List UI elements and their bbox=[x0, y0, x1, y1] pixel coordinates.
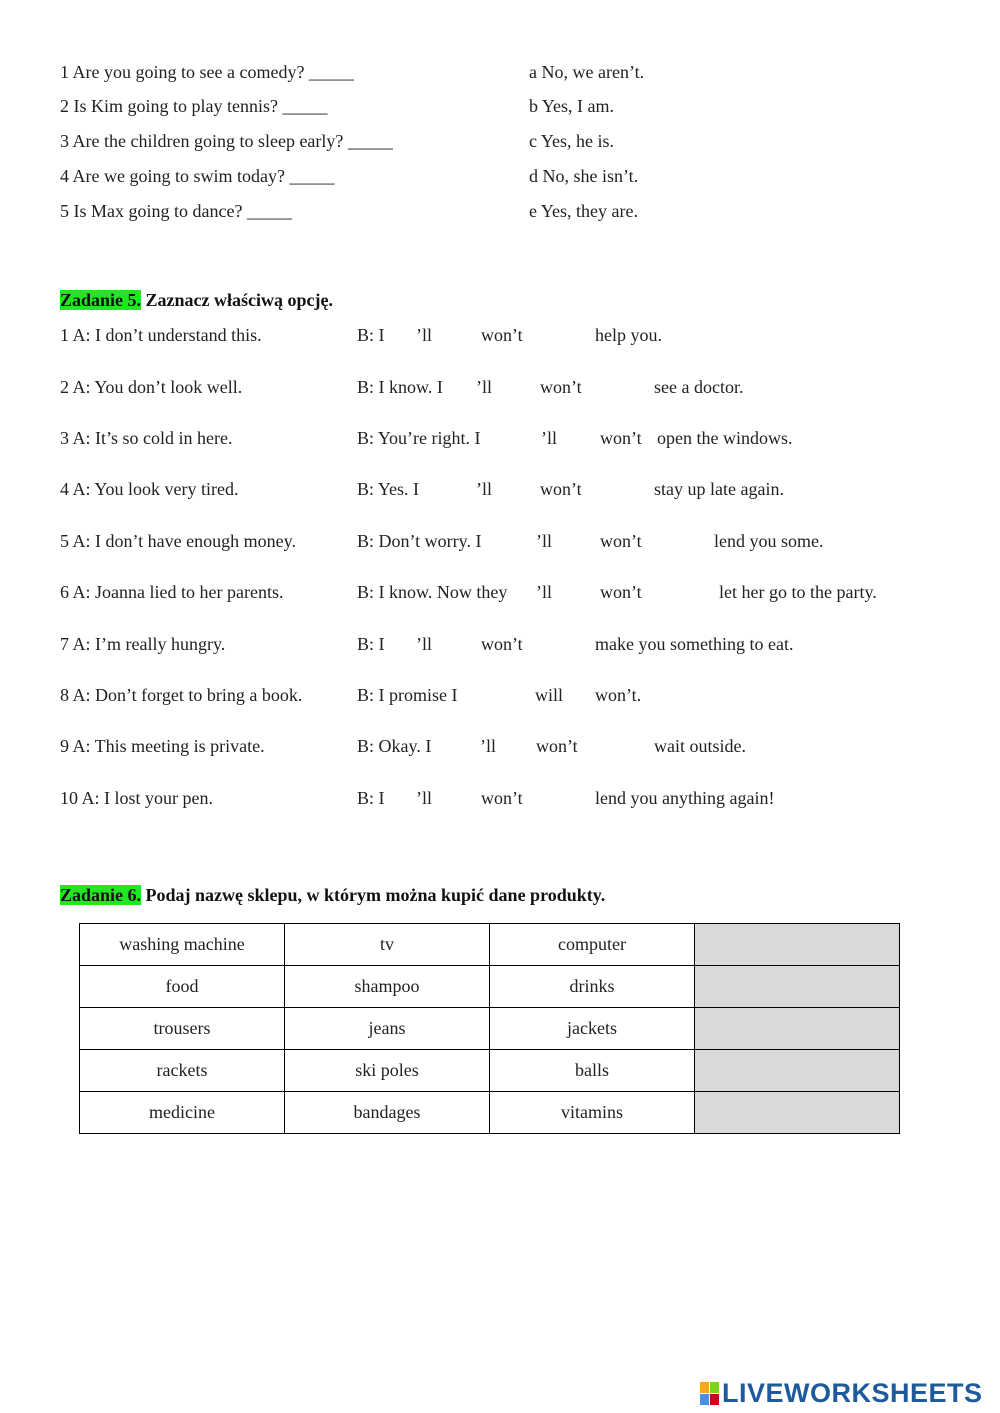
task6-label: Zadanie 6. bbox=[60, 885, 142, 905]
task5-row-4-option-ll[interactable]: ’ll bbox=[476, 479, 492, 499]
task5-row-10-option-ll[interactable]: ’ll bbox=[416, 788, 432, 808]
task5-row-3-end: open the windows. bbox=[657, 428, 793, 448]
table-cell: jackets bbox=[490, 1008, 695, 1050]
shop-answer-input[interactable] bbox=[695, 924, 900, 966]
task5-row-2-b: B: I know. I bbox=[357, 377, 443, 397]
table-cell: balls bbox=[490, 1050, 695, 1092]
logo-text: LIVEWORKSHEETS bbox=[722, 1377, 983, 1408]
task5-row-9-a: 9 A: This meeting is private. bbox=[60, 736, 265, 756]
question-1: 1 Are you going to see a comedy? _____ bbox=[60, 62, 354, 82]
task5-row-7-b: B: I bbox=[357, 634, 385, 654]
table-cell: food bbox=[80, 966, 285, 1008]
task5-row-5-option-wont[interactable]: won’t bbox=[600, 531, 642, 551]
task5-row-4-option-wont[interactable]: won’t bbox=[540, 479, 582, 499]
task5-row-5-end: lend you some. bbox=[714, 531, 824, 551]
task5-row-8-option-will[interactable]: will bbox=[535, 685, 564, 705]
task5-row-2-option-wont[interactable]: won’t bbox=[540, 377, 582, 397]
shop-answer-input[interactable] bbox=[695, 1092, 900, 1134]
shops-table bbox=[79, 923, 900, 1134]
task5-row-7-end: make you something to eat. bbox=[595, 634, 794, 654]
task5-row-6-b: B: I know. Now they bbox=[357, 582, 508, 602]
task5-row-8-option-wont[interactable]: won’t. bbox=[595, 685, 642, 705]
task5-row-1-option-wont[interactable]: won’t bbox=[481, 325, 523, 345]
table-cell: computer bbox=[490, 924, 695, 966]
answer-e: e Yes, they are. bbox=[529, 201, 638, 221]
table-cell: shampoo bbox=[285, 966, 490, 1008]
logo-mark-icon bbox=[700, 1382, 719, 1405]
task6-heading bbox=[60, 884, 605, 906]
table-cell: vitamins bbox=[490, 1092, 695, 1134]
shop-answer-input[interactable] bbox=[695, 1008, 900, 1050]
answer-c: c Yes, he is. bbox=[529, 131, 615, 151]
task5-row-3-b: B: You’re right. I bbox=[357, 428, 481, 448]
task5-row-7-a: 7 A: I’m really hungry. bbox=[60, 634, 226, 654]
task5-row-7-option-wont[interactable]: won’t bbox=[481, 634, 523, 654]
table-row bbox=[80, 966, 900, 1008]
question-5: 5 Is Max going to dance? _____ bbox=[60, 201, 292, 221]
task5-row-2-a: 2 A: You don’t look well. bbox=[60, 377, 243, 397]
table-cell: trousers bbox=[80, 1008, 285, 1050]
task5-row-9-end: wait outside. bbox=[654, 736, 746, 756]
table-cell: washing machine bbox=[80, 924, 285, 966]
task5-row-5-a: 5 A: I don’t have enough money. bbox=[60, 531, 296, 551]
question-2: 2 Is Kim going to play tennis? _____ bbox=[60, 96, 328, 116]
task5-row-2-option-ll[interactable]: ’ll bbox=[476, 377, 492, 397]
table-row bbox=[80, 1050, 900, 1092]
table-cell: jeans bbox=[285, 1008, 490, 1050]
table-cell: tv bbox=[285, 924, 490, 966]
task5-label: Zadanie 5. bbox=[60, 290, 142, 310]
task5-row-8-b: B: I promise I bbox=[357, 685, 458, 705]
question-4: 4 Are we going to swim today? _____ bbox=[60, 166, 335, 186]
task5-row-6-option-wont[interactable]: won’t bbox=[600, 582, 642, 602]
table-cell: bandages bbox=[285, 1092, 490, 1134]
task5-row-2-end: see a doctor. bbox=[654, 377, 744, 397]
task5-row-3-a: 3 A: It’s so cold in here. bbox=[60, 428, 233, 448]
task5-row-10-end: lend you anything again! bbox=[595, 788, 775, 808]
task5-row-3-option-ll[interactable]: ’ll bbox=[541, 428, 557, 448]
shop-answer-input[interactable] bbox=[695, 1050, 900, 1092]
table-cell: ski poles bbox=[285, 1050, 490, 1092]
task5-row-9-b: B: Okay. I bbox=[357, 736, 432, 756]
task5-instruction: Zaznacz właściwą opcję. bbox=[145, 290, 333, 310]
task5-row-1-option-ll[interactable]: ’ll bbox=[416, 325, 432, 345]
task5-heading bbox=[60, 289, 333, 311]
shop-answer-input[interactable] bbox=[695, 966, 900, 1008]
table-row bbox=[80, 1092, 900, 1134]
answer-a: a No, we aren’t. bbox=[529, 62, 645, 82]
question-3: 3 Are the children going to sleep early? _____ bbox=[60, 131, 393, 151]
task5-row-7-option-ll[interactable]: ’ll bbox=[416, 634, 432, 654]
task6-instruction: Podaj nazwę sklepu, w którym można kupić dane produkty. bbox=[145, 885, 606, 905]
task5-row-6-a: 6 A: Joanna lied to her parents. bbox=[60, 582, 284, 602]
table-cell: rackets bbox=[80, 1050, 285, 1092]
task5-row-10-option-wont[interactable]: won’t bbox=[481, 788, 523, 808]
task5-row-9-option-ll[interactable]: ’ll bbox=[480, 736, 496, 756]
task5-row-4-b: B: Yes. I bbox=[357, 479, 420, 499]
task5-row-6-option-ll[interactable]: ’ll bbox=[536, 582, 552, 602]
task5-row-5-option-ll[interactable]: ’ll bbox=[536, 531, 552, 551]
task5-row-8-a: 8 A: Don’t forget to bring a book. bbox=[60, 685, 303, 705]
task5-row-6-end: let her go to the party. bbox=[719, 582, 877, 602]
table-row bbox=[80, 924, 900, 966]
answer-b: b Yes, I am. bbox=[529, 96, 615, 116]
task5-row-5-b: B: Don’t worry. I bbox=[357, 531, 482, 551]
table-cell: medicine bbox=[80, 1092, 285, 1134]
task5-row-10-a: 10 A: I lost your pen. bbox=[60, 788, 213, 808]
task5-row-4-end: stay up late again. bbox=[654, 479, 784, 499]
task5-row-1-end: help you. bbox=[595, 325, 662, 345]
task5-row-4-a: 4 A: You look very tired. bbox=[60, 479, 239, 499]
task5-row-3-option-wont[interactable]: won’t bbox=[600, 428, 642, 448]
task5-row-1-b: B: I bbox=[357, 325, 385, 345]
table-row bbox=[80, 1008, 900, 1050]
task5-row-10-b: B: I bbox=[357, 788, 385, 808]
task5-row-9-option-wont[interactable]: won’t bbox=[536, 736, 578, 756]
answer-d: d No, she isn’t. bbox=[529, 166, 639, 186]
liveworksheets-logo bbox=[700, 1378, 983, 1408]
task5-row-1-a: 1 A: I don’t understand this. bbox=[60, 325, 262, 345]
table-cell: drinks bbox=[490, 966, 695, 1008]
